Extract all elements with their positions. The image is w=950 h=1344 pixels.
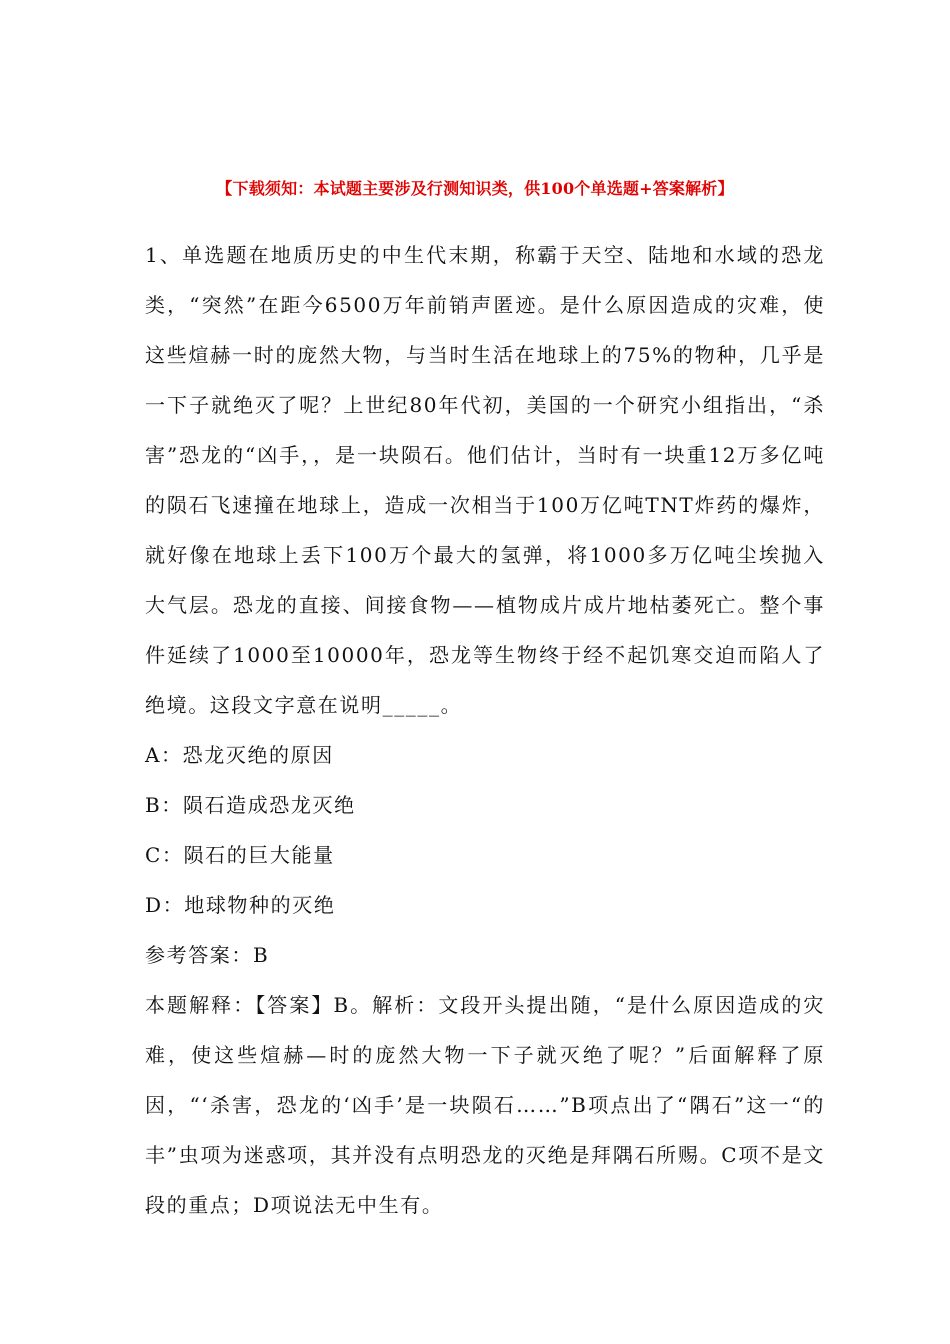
option-c: C：陨石的巨大能量 [145,843,335,867]
reference-answer: 参考答案：B [145,943,270,967]
option-d: D：地球物种的灭绝 [145,893,336,917]
answer-explanation: 本题解释：【答案】B。解析：文段开头提出随，“是什么原因造成的灾难，使这些煊赫—时的庞然大物一下子就灭绝了呢？”后面解释了原因，“‘杀害，恐龙的‘凶手’是一块陨石……”B项点出了“隅石”这一“的丰”虫项为迷惑项，其并没有点明恐龙的灭绝是拜隅石所赐。C项不是文段的重点；D项说法无中生有。 [145,993,825,1217]
question-block [145,230,825,1230]
download-notice: 【下载须知：本试题主要涉及行测知识类，供100个单选题+答案解析】 [216,179,734,198]
question-text: 1、单选题在地质历史的中生代末期，称霸于天空、陆地和水域的恐龙类，“突然”在距今6500万年前销声匿迹。是什么原因造成的灾难，使这些煊赫一时的庞然大物，与当时生活在地球上的75%的物种，几乎是一下子就绝灭了呢？上世纪80年代初，美国的一个研究小组指出，“杀害”恐龙的“凶手，，是一块陨石。他们估计，当时有一块重12万多亿吨的陨石飞速撞在地球上，造成一次相当于100万亿吨TNT炸药的爆炸，就好像在地球上丢下100万个最大的氢弹，将1000多万亿吨尘埃抛入大气层。恐龙的直接、间接食物——植物成片成片地枯萎死亡。整个事件延续了1000至10000年，恐龙等生物终于经不起饥寒交迫而陷人了绝境。这段文字意在说明_____。 [145,243,825,717]
option-b: B：陨石造成恐龙灭绝 [145,793,356,817]
option-a: A：恐龙灭绝的原因 [145,743,334,767]
